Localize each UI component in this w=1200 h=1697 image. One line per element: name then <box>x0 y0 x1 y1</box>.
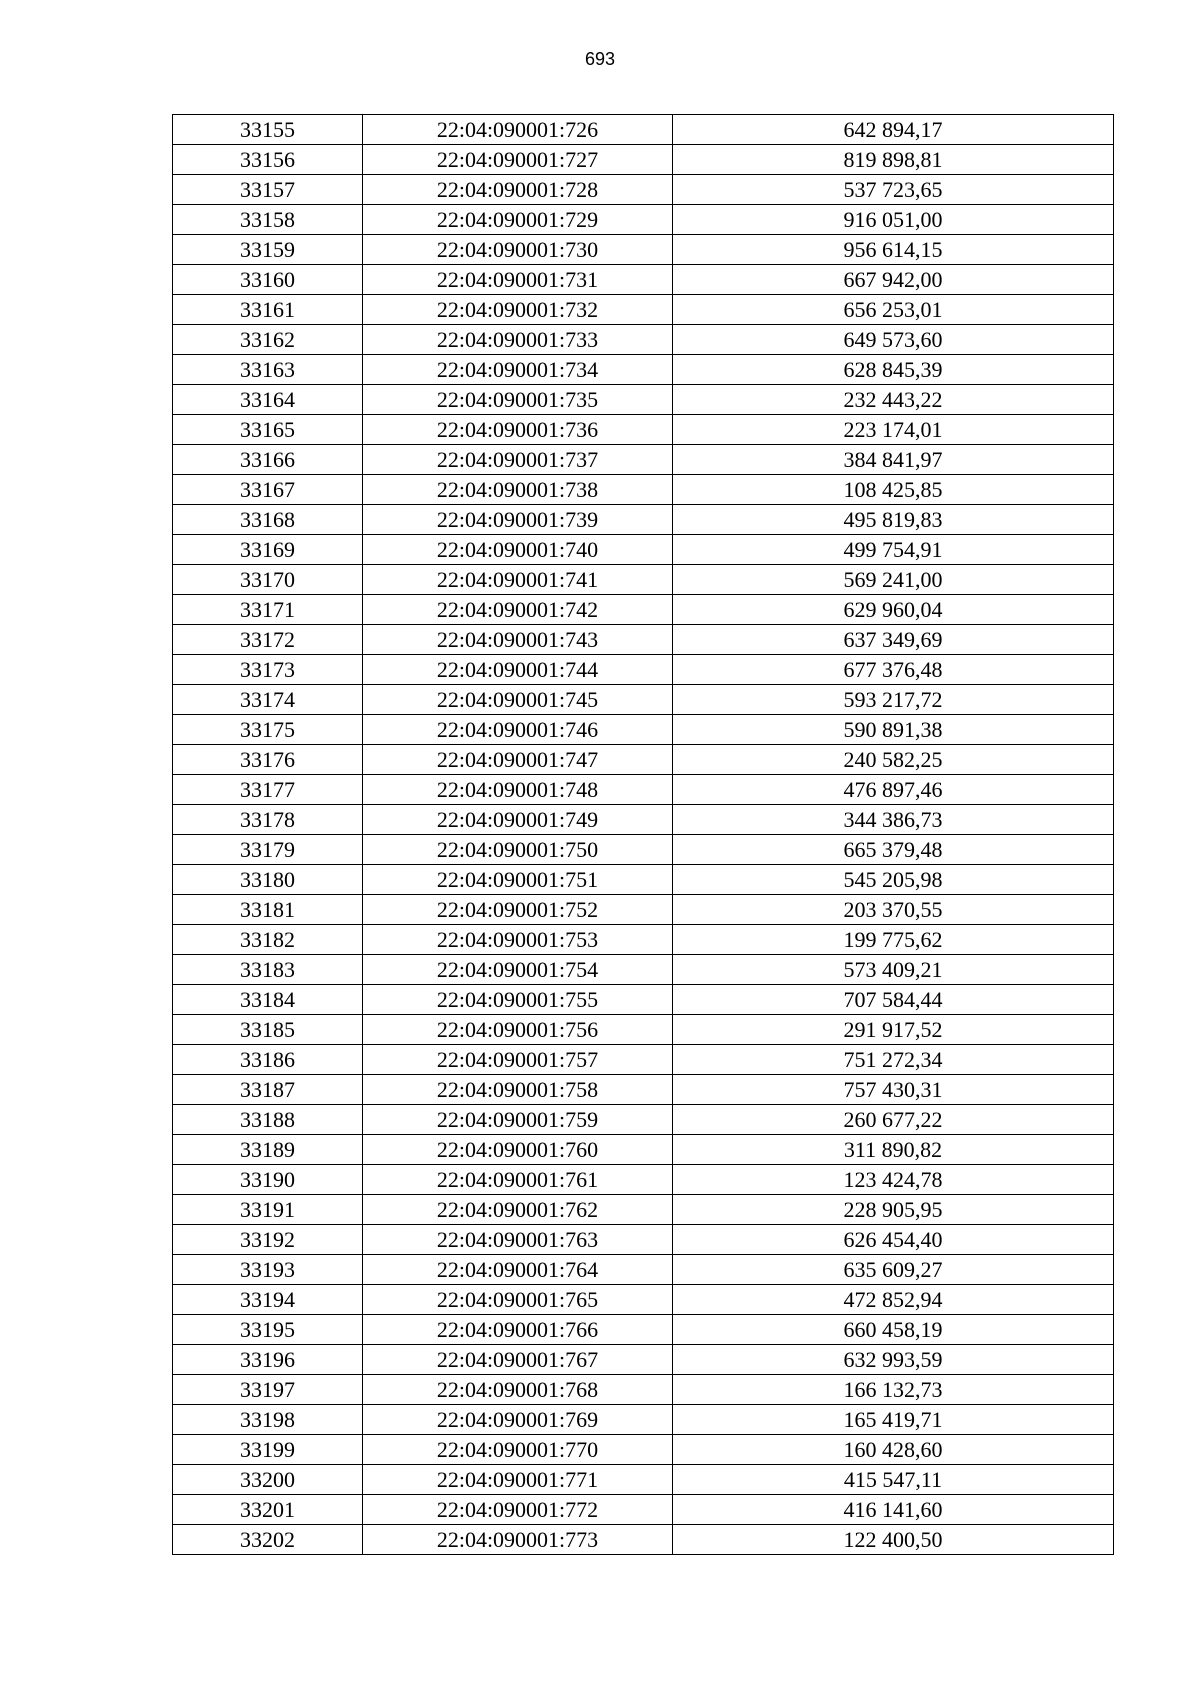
row-number-cell: 33184 <box>173 985 363 1015</box>
cadastral-value-cell: 160 428,60 <box>673 1435 1114 1465</box>
row-number-cell: 33161 <box>173 295 363 325</box>
cadastral-number-cell: 22:04:090001:757 <box>363 1045 673 1075</box>
cadastral-value-cell: 545 205,98 <box>673 865 1114 895</box>
table-row <box>173 1465 1114 1495</box>
cadastral-number-cell: 22:04:090001:754 <box>363 955 673 985</box>
cadastral-number-cell: 22:04:090001:743 <box>363 625 673 655</box>
table-row <box>173 325 1114 355</box>
table-row <box>173 565 1114 595</box>
row-number-cell: 33200 <box>173 1465 363 1495</box>
cadastral-number-cell: 22:04:090001:752 <box>363 895 673 925</box>
table-row <box>173 355 1114 385</box>
cadastral-value-cell: 635 609,27 <box>673 1255 1114 1285</box>
cadastral-value-cell: 916 051,00 <box>673 205 1114 235</box>
table-row <box>173 835 1114 865</box>
cadastral-number-cell: 22:04:090001:755 <box>363 985 673 1015</box>
cadastral-number-cell: 22:04:090001:773 <box>363 1525 673 1555</box>
table-row <box>173 265 1114 295</box>
table-body <box>173 115 1114 1555</box>
table-row <box>173 1405 1114 1435</box>
cadastral-value-cell: 495 819,83 <box>673 505 1114 535</box>
cadastral-value-cell: 476 897,46 <box>673 775 1114 805</box>
cadastral-value-cell: 199 775,62 <box>673 925 1114 955</box>
cadastral-number-cell: 22:04:090001:730 <box>363 235 673 265</box>
cadastral-number-cell: 22:04:090001:766 <box>363 1315 673 1345</box>
cadastral-number-cell: 22:04:090001:738 <box>363 475 673 505</box>
table-row <box>173 115 1114 145</box>
row-number-cell: 33189 <box>173 1135 363 1165</box>
cadastral-value-cell: 472 852,94 <box>673 1285 1114 1315</box>
cadastral-number-cell: 22:04:090001:759 <box>363 1105 673 1135</box>
row-number-cell: 33163 <box>173 355 363 385</box>
cadastral-number-cell: 22:04:090001:728 <box>363 175 673 205</box>
table-row <box>173 1375 1114 1405</box>
row-number-cell: 33185 <box>173 1015 363 1045</box>
cadastral-value-cell: 228 905,95 <box>673 1195 1114 1225</box>
row-number-cell: 33191 <box>173 1195 363 1225</box>
cadastral-value-cell: 123 424,78 <box>673 1165 1114 1195</box>
row-number-cell: 33178 <box>173 805 363 835</box>
cadastral-value-cell: 819 898,81 <box>673 145 1114 175</box>
cadastral-value-cell: 590 891,38 <box>673 715 1114 745</box>
cadastral-number-cell: 22:04:090001:748 <box>363 775 673 805</box>
cadastral-value-cell: 415 547,11 <box>673 1465 1114 1495</box>
page-number: 693 <box>584 49 616 69</box>
table-row <box>173 145 1114 175</box>
cadastral-number-cell: 22:04:090001:750 <box>363 835 673 865</box>
cadastral-number-cell: 22:04:090001:769 <box>363 1405 673 1435</box>
cadastral-value-cell: 537 723,65 <box>673 175 1114 205</box>
row-number-cell: 33190 <box>173 1165 363 1195</box>
cadastral-number-cell: 22:04:090001:746 <box>363 715 673 745</box>
table-row <box>173 925 1114 955</box>
cadastral-number-cell: 22:04:090001:762 <box>363 1195 673 1225</box>
table-row <box>173 655 1114 685</box>
cadastral-value-cell: 165 419,71 <box>673 1405 1114 1435</box>
row-number-cell: 33159 <box>173 235 363 265</box>
table-row <box>173 955 1114 985</box>
cadastral-number-cell: 22:04:090001:747 <box>363 745 673 775</box>
row-number-cell: 33174 <box>173 685 363 715</box>
cadastral-value-cell: 632 993,59 <box>673 1345 1114 1375</box>
cadastral-value-cell: 707 584,44 <box>673 985 1114 1015</box>
table-row <box>173 1495 1114 1525</box>
row-number-cell: 33162 <box>173 325 363 355</box>
table-row <box>173 1345 1114 1375</box>
cadastral-number-cell: 22:04:090001:749 <box>363 805 673 835</box>
cadastral-value-cell: 203 370,55 <box>673 895 1114 925</box>
table-row <box>173 1195 1114 1225</box>
cadastral-value-cell: 757 430,31 <box>673 1075 1114 1105</box>
table-row <box>173 1165 1114 1195</box>
row-number-cell: 33196 <box>173 1345 363 1375</box>
row-number-cell: 33168 <box>173 505 363 535</box>
table-row <box>173 535 1114 565</box>
cadastral-number-cell: 22:04:090001:765 <box>363 1285 673 1315</box>
cadastral-value-cell: 629 960,04 <box>673 595 1114 625</box>
cadastral-value-cell: 656 253,01 <box>673 295 1114 325</box>
row-number-cell: 33167 <box>173 475 363 505</box>
cadastral-value-cell: 626 454,40 <box>673 1225 1114 1255</box>
cadastral-number-cell: 22:04:090001:742 <box>363 595 673 625</box>
row-number-cell: 33194 <box>173 1285 363 1315</box>
row-number-cell: 33198 <box>173 1405 363 1435</box>
cadastral-value-cell: 499 754,91 <box>673 535 1114 565</box>
table-row <box>173 1285 1114 1315</box>
table-row <box>173 805 1114 835</box>
row-number-cell: 33183 <box>173 955 363 985</box>
row-number-cell: 33179 <box>173 835 363 865</box>
cadastral-number-cell: 22:04:090001:736 <box>363 415 673 445</box>
cadastral-value-cell: 665 379,48 <box>673 835 1114 865</box>
cadastral-number-cell: 22:04:090001:726 <box>363 115 673 145</box>
cadastral-value-cell: 291 917,52 <box>673 1015 1114 1045</box>
table-row <box>173 745 1114 775</box>
cadastral-number-cell: 22:04:090001:731 <box>363 265 673 295</box>
row-number-cell: 33201 <box>173 1495 363 1525</box>
cadastral-value-cell: 223 174,01 <box>673 415 1114 445</box>
row-number-cell: 33173 <box>173 655 363 685</box>
row-number-cell: 33182 <box>173 925 363 955</box>
cadastral-value-cell: 260 677,22 <box>673 1105 1114 1135</box>
row-number-cell: 33160 <box>173 265 363 295</box>
cadastral-number-cell: 22:04:090001:745 <box>363 685 673 715</box>
cadastral-value-cell: 166 132,73 <box>673 1375 1114 1405</box>
table-row <box>173 505 1114 535</box>
table-row <box>173 295 1114 325</box>
cadastral-number-cell: 22:04:090001:772 <box>363 1495 673 1525</box>
cadastral-value-cell: 416 141,60 <box>673 1495 1114 1525</box>
cadastral-value-cell: 569 241,00 <box>673 565 1114 595</box>
table-row <box>173 475 1114 505</box>
cadastral-number-cell: 22:04:090001:763 <box>363 1225 673 1255</box>
row-number-cell: 33156 <box>173 145 363 175</box>
cadastral-value-cell: 593 217,72 <box>673 685 1114 715</box>
cadastral-number-cell: 22:04:090001:753 <box>363 925 673 955</box>
cadastral-number-cell: 22:04:090001:737 <box>363 445 673 475</box>
table-row <box>173 175 1114 205</box>
cadastral-number-cell: 22:04:090001:729 <box>363 205 673 235</box>
cadastral-number-cell: 22:04:090001:739 <box>363 505 673 535</box>
cadastral-number-cell: 22:04:090001:734 <box>363 355 673 385</box>
cadastral-number-cell: 22:04:090001:741 <box>363 565 673 595</box>
table-row <box>173 1135 1114 1165</box>
cadastral-value-table <box>172 114 1114 1555</box>
cadastral-value-cell: 677 376,48 <box>673 655 1114 685</box>
row-number-cell: 33177 <box>173 775 363 805</box>
cadastral-value-cell: 122 400,50 <box>673 1525 1114 1555</box>
row-number-cell: 33202 <box>173 1525 363 1555</box>
cadastral-number-cell: 22:04:090001:771 <box>363 1465 673 1495</box>
row-number-cell: 33188 <box>173 1105 363 1135</box>
row-number-cell: 33195 <box>173 1315 363 1345</box>
cadastral-number-cell: 22:04:090001:770 <box>363 1435 673 1465</box>
cadastral-value-cell: 311 890,82 <box>673 1135 1114 1165</box>
row-number-cell: 33197 <box>173 1375 363 1405</box>
row-number-cell: 33193 <box>173 1255 363 1285</box>
table-row <box>173 625 1114 655</box>
table-row <box>173 1225 1114 1255</box>
table-row <box>173 1105 1114 1135</box>
cadastral-value-cell: 240 582,25 <box>673 745 1114 775</box>
row-number-cell: 33157 <box>173 175 363 205</box>
cadastral-number-cell: 22:04:090001:756 <box>363 1015 673 1045</box>
cadastral-value-cell: 956 614,15 <box>673 235 1114 265</box>
table-row <box>173 595 1114 625</box>
row-number-cell: 33171 <box>173 595 363 625</box>
cadastral-value-cell: 637 349,69 <box>673 625 1114 655</box>
cadastral-value-cell: 232 443,22 <box>673 385 1114 415</box>
row-number-cell: 33166 <box>173 445 363 475</box>
table-row <box>173 1255 1114 1285</box>
table-row <box>173 1435 1114 1465</box>
cadastral-value-cell: 573 409,21 <box>673 955 1114 985</box>
table-row <box>173 1015 1114 1045</box>
table-row <box>173 205 1114 235</box>
row-number-cell: 33180 <box>173 865 363 895</box>
cadastral-number-cell: 22:04:090001:727 <box>363 145 673 175</box>
cadastral-number-cell: 22:04:090001:761 <box>363 1165 673 1195</box>
cadastral-number-cell: 22:04:090001:751 <box>363 865 673 895</box>
cadastral-number-cell: 22:04:090001:740 <box>363 535 673 565</box>
table-row <box>173 865 1114 895</box>
row-number-cell: 33170 <box>173 565 363 595</box>
cadastral-number-cell: 22:04:090001:733 <box>363 325 673 355</box>
row-number-cell: 33181 <box>173 895 363 925</box>
cadastral-number-cell: 22:04:090001:768 <box>363 1375 673 1405</box>
cadastral-number-cell: 22:04:090001:732 <box>363 295 673 325</box>
row-number-cell: 33176 <box>173 745 363 775</box>
row-number-cell: 33164 <box>173 385 363 415</box>
table-row <box>173 385 1114 415</box>
table-row <box>173 985 1114 1015</box>
table-row <box>173 715 1114 745</box>
table-row <box>173 415 1114 445</box>
row-number-cell: 33199 <box>173 1435 363 1465</box>
row-number-cell: 33158 <box>173 205 363 235</box>
cadastral-value-cell: 649 573,60 <box>673 325 1114 355</box>
cadastral-value-cell: 384 841,97 <box>673 445 1114 475</box>
row-number-cell: 33175 <box>173 715 363 745</box>
row-number-cell: 33186 <box>173 1045 363 1075</box>
cadastral-number-cell: 22:04:090001:758 <box>363 1075 673 1105</box>
table-row <box>173 775 1114 805</box>
cadastral-number-cell: 22:04:090001:767 <box>363 1345 673 1375</box>
table-row <box>173 235 1114 265</box>
cadastral-value-cell: 667 942,00 <box>673 265 1114 295</box>
row-number-cell: 33169 <box>173 535 363 565</box>
row-number-cell: 33172 <box>173 625 363 655</box>
table-row <box>173 895 1114 925</box>
cadastral-number-cell: 22:04:090001:760 <box>363 1135 673 1165</box>
cadastral-value-cell: 628 845,39 <box>673 355 1114 385</box>
cadastral-value-cell: 660 458,19 <box>673 1315 1114 1345</box>
table-row <box>173 685 1114 715</box>
table-row <box>173 1075 1114 1105</box>
cadastral-number-cell: 22:04:090001:744 <box>363 655 673 685</box>
cadastral-number-cell: 22:04:090001:735 <box>363 385 673 415</box>
row-number-cell: 33187 <box>173 1075 363 1105</box>
row-number-cell: 33155 <box>173 115 363 145</box>
table-row <box>173 1315 1114 1345</box>
row-number-cell: 33165 <box>173 415 363 445</box>
table-row <box>173 1045 1114 1075</box>
row-number-cell: 33192 <box>173 1225 363 1255</box>
cadastral-number-cell: 22:04:090001:764 <box>363 1255 673 1285</box>
cadastral-value-cell: 642 894,17 <box>673 115 1114 145</box>
table-row <box>173 1525 1114 1555</box>
cadastral-value-cell: 108 425,85 <box>673 475 1114 505</box>
table-row <box>173 445 1114 475</box>
cadastral-value-cell: 344 386,73 <box>673 805 1114 835</box>
cadastral-value-cell: 751 272,34 <box>673 1045 1114 1075</box>
